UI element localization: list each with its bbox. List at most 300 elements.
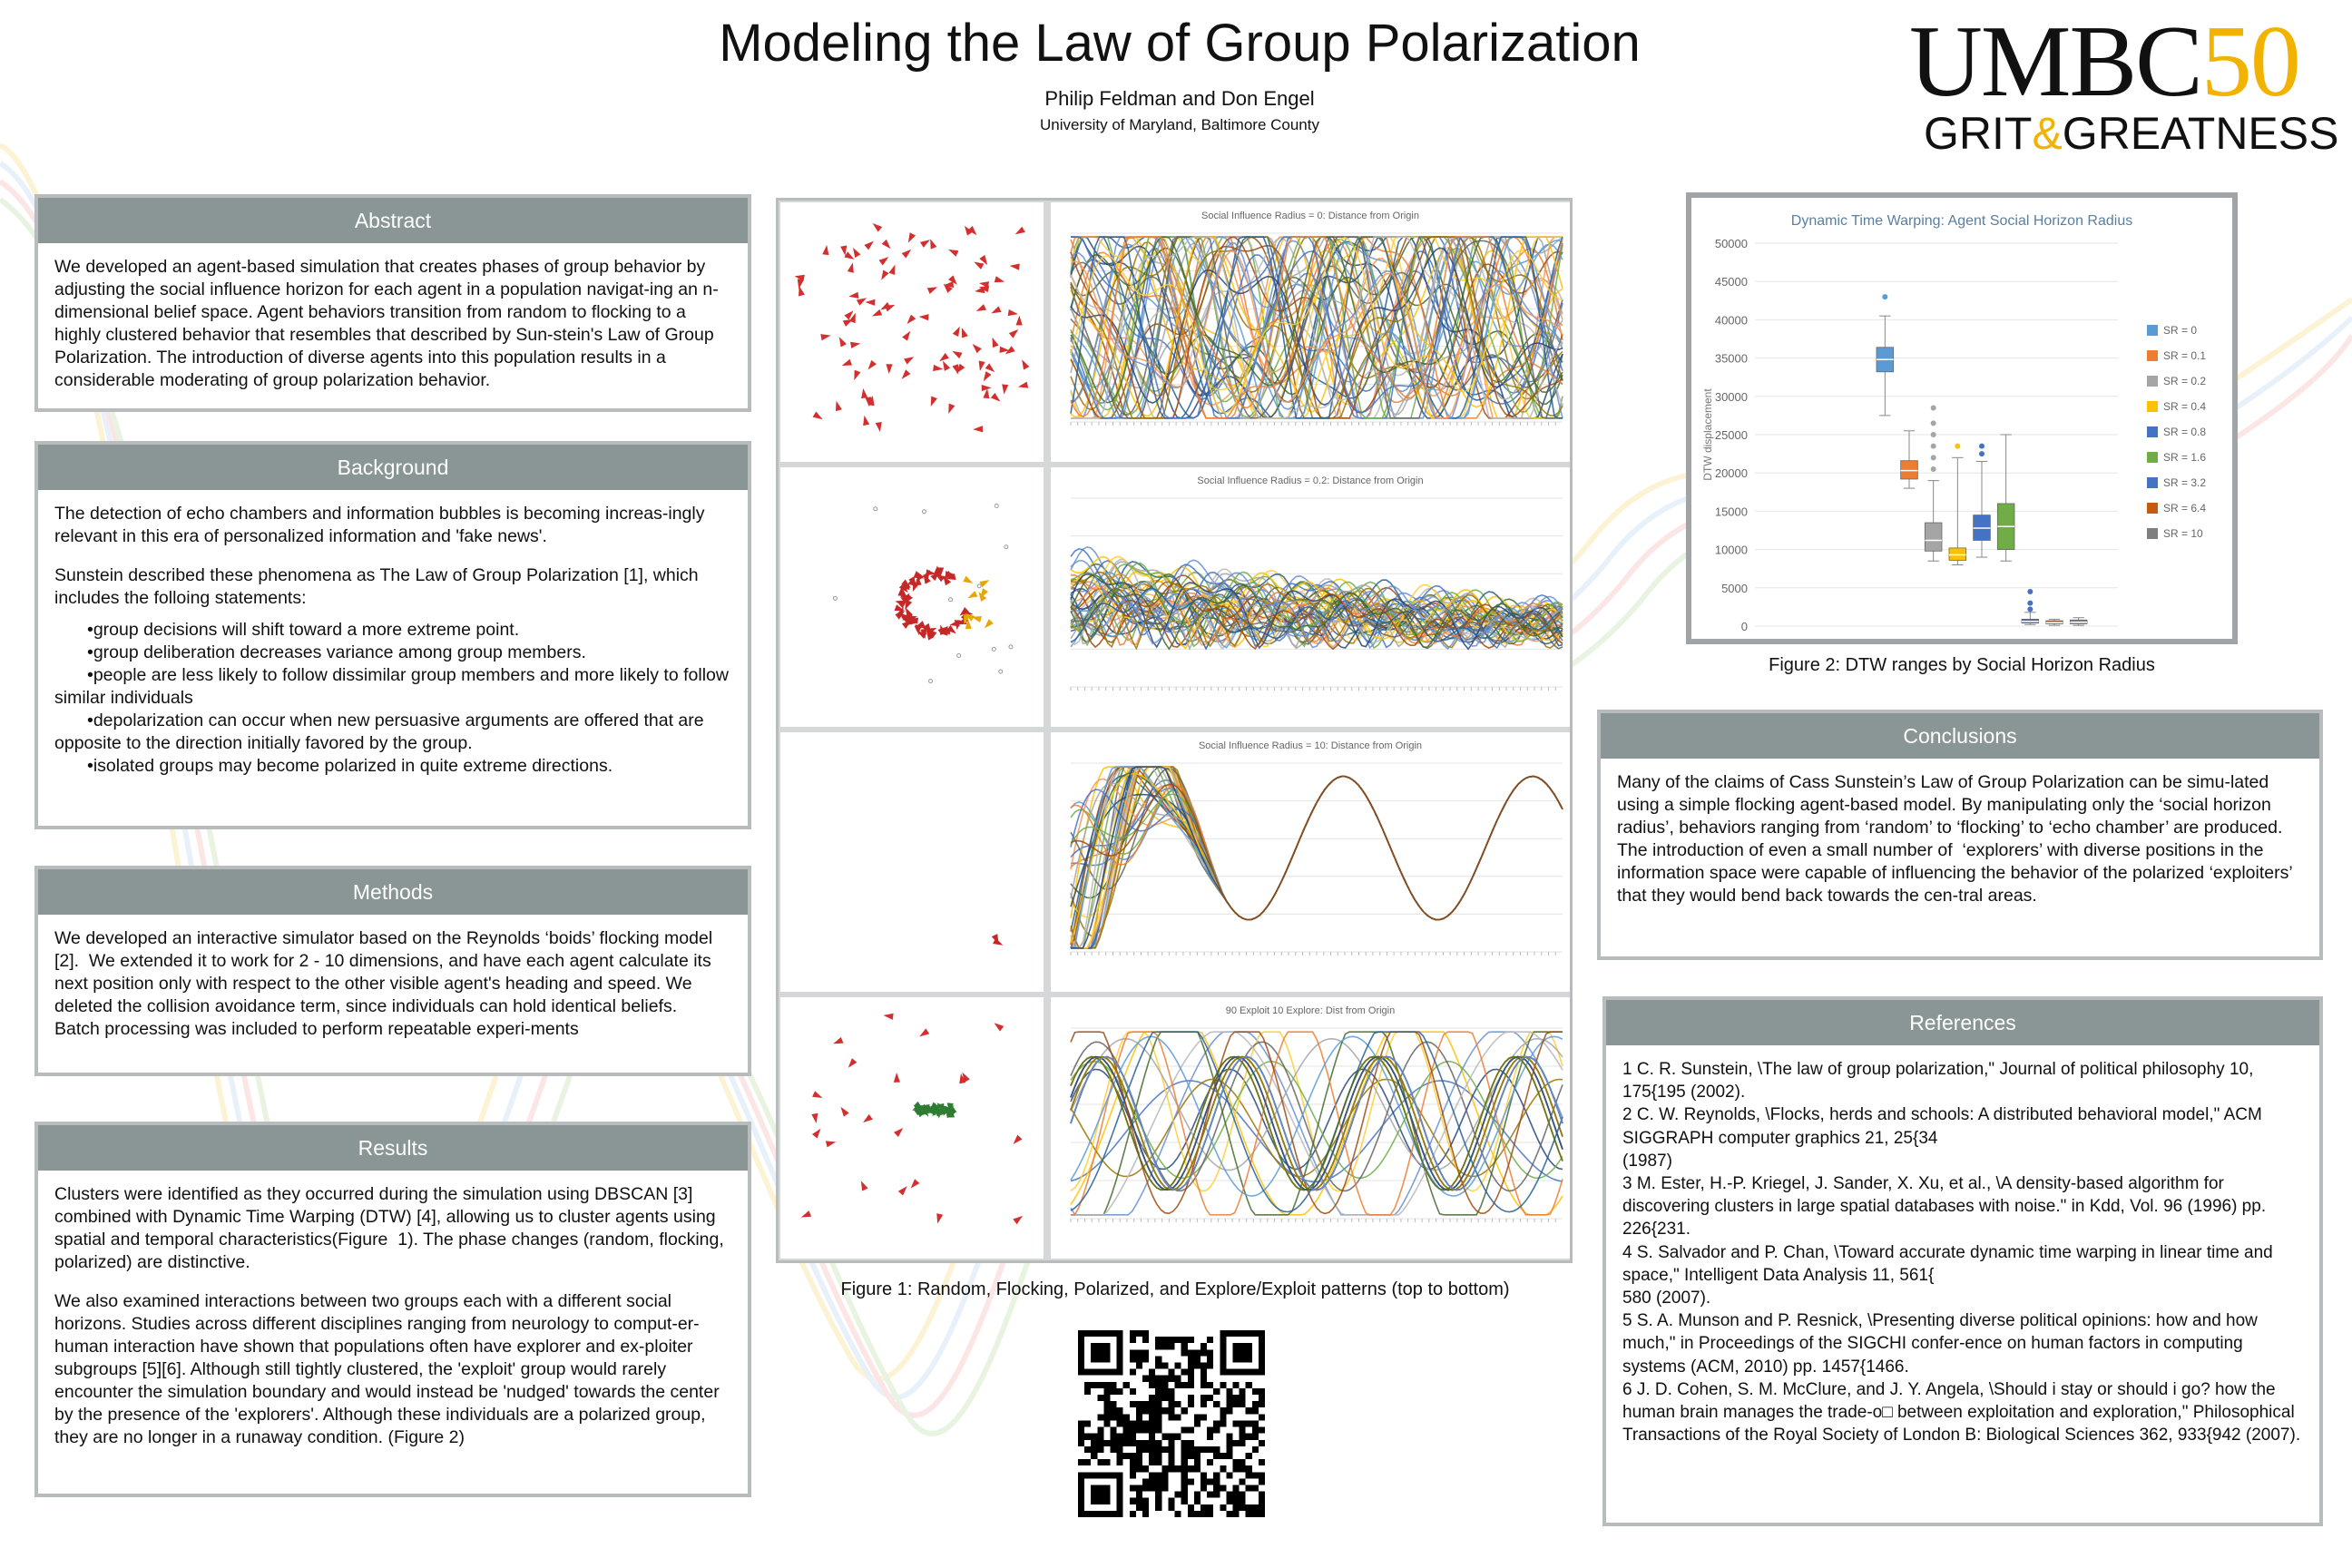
qr-module bbox=[1130, 1356, 1136, 1362]
qr-module bbox=[1252, 1511, 1259, 1517]
series-line bbox=[1071, 776, 1563, 932]
qr-module bbox=[1136, 1453, 1142, 1459]
qr-module bbox=[1194, 1420, 1200, 1426]
qr-module bbox=[1149, 1434, 1155, 1440]
agent-marker bbox=[1002, 384, 1008, 394]
qr-module bbox=[1240, 1478, 1246, 1485]
qr-module bbox=[1246, 1453, 1252, 1459]
qr-module bbox=[1084, 1420, 1091, 1426]
qr-module bbox=[1155, 1363, 1161, 1369]
qr-module bbox=[1078, 1459, 1084, 1465]
series-line bbox=[1071, 777, 1563, 920]
qr-module bbox=[1161, 1363, 1168, 1369]
qr-module bbox=[1220, 1504, 1226, 1511]
qr-module bbox=[1188, 1369, 1194, 1376]
qr-module bbox=[1103, 1407, 1110, 1414]
qr-module bbox=[1240, 1498, 1246, 1504]
qr-module bbox=[1168, 1407, 1174, 1414]
qr-code[interactable] bbox=[1078, 1330, 1265, 1517]
agent-marker bbox=[839, 337, 847, 347]
agent-marker bbox=[952, 364, 958, 374]
series-line bbox=[1071, 773, 1563, 943]
qr-module bbox=[1097, 1446, 1103, 1453]
agent-marker bbox=[1004, 545, 1008, 549]
qr-module bbox=[1259, 1395, 1265, 1401]
agent-marker bbox=[974, 262, 984, 270]
qr-module bbox=[1207, 1395, 1213, 1401]
reference-item: 1 C. R. Sunstein, \The law of group polarization," Journal of political philosophy 10, 175{195 (2002). bbox=[1622, 1060, 2254, 1102]
agent-marker bbox=[991, 393, 1001, 402]
legend-swatch bbox=[2147, 477, 2158, 488]
outlier-point bbox=[1955, 444, 1960, 449]
qr-module bbox=[1091, 1453, 1097, 1459]
qr-module bbox=[1097, 1414, 1103, 1420]
qr-module bbox=[1130, 1427, 1136, 1434]
series-line bbox=[1071, 777, 1563, 920]
qr-module bbox=[1188, 1440, 1194, 1446]
agent-marker bbox=[854, 370, 860, 380]
qr-module bbox=[1149, 1485, 1155, 1491]
agent-marker bbox=[857, 298, 867, 305]
agent-marker bbox=[848, 1058, 858, 1068]
background-panel bbox=[34, 441, 751, 829]
qr-module bbox=[1232, 1492, 1239, 1498]
agent-marker bbox=[927, 287, 937, 294]
qr-module bbox=[1200, 1511, 1207, 1517]
series-line bbox=[1071, 767, 1563, 936]
qr-module bbox=[1252, 1485, 1259, 1491]
qr-module bbox=[1161, 1478, 1168, 1485]
line-chart-title: Social Influence Radius = 0: Distance from Origin bbox=[1201, 211, 1419, 221]
results-p2: We also examined interactions between two groups each with a different social horizons. Studies across different disciplines ranging from neurology to comput-er-human interaction have shown that populations often have explorer and ex-ploiter subgroups [5][6]. Although still tightly clustered, the 'exploit' group would rarely encounter the simulation boundary and would instead be 'nudged' towards the center by the presence of the 'explorers'. Although these individuals are a polarized group, they are no longer in a runaway condition. (Figure 2) bbox=[54, 1291, 725, 1447]
legend-label: SR = 0.8 bbox=[2163, 426, 2207, 438]
qr-module bbox=[1111, 1388, 1117, 1395]
qr-module bbox=[1149, 1401, 1155, 1407]
qr-module bbox=[1213, 1446, 1220, 1453]
qr-module bbox=[1181, 1485, 1188, 1491]
qr-module bbox=[1246, 1511, 1252, 1517]
qr-module bbox=[1246, 1485, 1252, 1491]
agent-marker bbox=[919, 314, 929, 320]
qr-module bbox=[1091, 1446, 1097, 1453]
qr-module bbox=[1161, 1343, 1168, 1349]
agent-marker bbox=[904, 357, 914, 364]
y-axis-label: DTW displacement bbox=[1701, 388, 1714, 481]
qr-module bbox=[1117, 1414, 1123, 1420]
qr-module bbox=[1084, 1459, 1091, 1465]
qr-module bbox=[1226, 1440, 1232, 1446]
qr-module bbox=[1136, 1407, 1142, 1414]
qr-module bbox=[1207, 1427, 1213, 1434]
agent-marker bbox=[1010, 264, 1020, 270]
qr-module bbox=[1259, 1414, 1265, 1420]
legend-swatch bbox=[2147, 528, 2158, 539]
agent-marker bbox=[888, 265, 895, 275]
qr-module bbox=[1194, 1414, 1200, 1420]
qr-module bbox=[1252, 1407, 1259, 1414]
figure2-chart bbox=[1686, 192, 2238, 644]
qr-module bbox=[1155, 1382, 1161, 1388]
agent-marker bbox=[933, 365, 943, 371]
qr-module bbox=[1130, 1440, 1136, 1446]
outlier-point bbox=[1931, 405, 1936, 410]
qr-module bbox=[1168, 1459, 1174, 1465]
qr-module bbox=[1155, 1343, 1161, 1349]
qr-module bbox=[1117, 1453, 1123, 1459]
qr-module bbox=[1175, 1337, 1181, 1343]
references-heading: References bbox=[1606, 1000, 2319, 1045]
agent-marker bbox=[864, 241, 874, 250]
qr-module bbox=[1240, 1388, 1246, 1395]
qr-module bbox=[1181, 1407, 1188, 1414]
agent-marker bbox=[833, 1037, 843, 1044]
agent-marker bbox=[973, 426, 983, 432]
qr-module bbox=[1091, 1434, 1097, 1440]
qr-module bbox=[1149, 1376, 1155, 1382]
legend-swatch bbox=[2147, 426, 2158, 437]
qr-module bbox=[1240, 1459, 1246, 1465]
qr-module bbox=[1232, 1498, 1239, 1504]
agent-marker bbox=[879, 257, 889, 265]
qr-module bbox=[1252, 1427, 1259, 1434]
qr-module bbox=[1149, 1420, 1155, 1426]
dtw-boxplot bbox=[1691, 198, 2232, 639]
qr-module bbox=[1188, 1363, 1194, 1369]
results-panel bbox=[34, 1122, 751, 1497]
qr-module bbox=[1175, 1511, 1181, 1517]
qr-module bbox=[1232, 1440, 1239, 1446]
qr-module bbox=[1207, 1446, 1213, 1453]
qr-module bbox=[1232, 1485, 1239, 1491]
qr-module bbox=[1207, 1382, 1213, 1388]
qr-module bbox=[1103, 1401, 1110, 1407]
qr-module bbox=[1188, 1395, 1194, 1401]
qr-module bbox=[1181, 1465, 1188, 1472]
conclusions-text: Many of the claims of Cass Sunstein’s Law of Group Polarization can be simu-lated using a simple flocking agent-based model. By manipulating only the ‘social horizon radius’, behaviors ranging from ‘random’ to ‘flocking’ to ‘echo chamber’ are produced. The introduction of even a small number of ‘explorers’ with diverse positions in the information space were capable of influencing the behavior of the polarized ‘exploiters’ that they would bend back towards the cen-tral areas. bbox=[1617, 772, 2298, 906]
agent-marker bbox=[902, 331, 910, 341]
agent-marker bbox=[850, 342, 860, 348]
qr-module bbox=[1232, 1420, 1239, 1426]
outlier-point bbox=[2027, 601, 2033, 606]
qr-module bbox=[1200, 1446, 1207, 1453]
qr-module bbox=[1111, 1382, 1117, 1388]
qr-module bbox=[1149, 1414, 1155, 1420]
agent-marker bbox=[995, 504, 998, 507]
qr-module bbox=[1130, 1330, 1136, 1337]
qr-module bbox=[1232, 1395, 1239, 1401]
agent-marker bbox=[840, 1107, 848, 1117]
agent-marker bbox=[902, 250, 912, 259]
qr-module bbox=[1136, 1498, 1142, 1504]
qr-module bbox=[1123, 1382, 1130, 1388]
umbc50-logo bbox=[1906, 7, 2350, 162]
poster-title: Modeling the Law of Group Polarization bbox=[719, 14, 1641, 73]
y-tick-label: 0 bbox=[1740, 620, 1748, 633]
qr-module bbox=[1259, 1459, 1265, 1465]
qr-module bbox=[1103, 1388, 1110, 1395]
outlier-point bbox=[2027, 589, 2033, 594]
poster-affiliation: University of Maryland, Baltimore County bbox=[1039, 116, 1319, 133]
qr-module bbox=[1149, 1446, 1155, 1453]
agent-marker bbox=[1014, 1135, 1023, 1144]
agent-marker bbox=[863, 416, 869, 426]
agent-marker bbox=[963, 576, 973, 583]
qr-module bbox=[1097, 1440, 1103, 1446]
background-heading: Background bbox=[38, 445, 748, 490]
qr-module bbox=[1207, 1459, 1213, 1465]
agent-marker bbox=[881, 270, 888, 280]
legend-swatch bbox=[2147, 401, 2158, 412]
agent-marker bbox=[894, 1128, 903, 1137]
qr-module bbox=[1130, 1485, 1136, 1491]
reference-item: (1987) bbox=[1622, 1151, 1672, 1171]
qr-module bbox=[1207, 1337, 1213, 1343]
qr-module bbox=[1111, 1414, 1117, 1420]
qr-module bbox=[1200, 1504, 1207, 1511]
y-tick-label: 35000 bbox=[1714, 351, 1748, 366]
qr-module bbox=[1168, 1504, 1174, 1511]
qr-module bbox=[1226, 1472, 1232, 1478]
agent-marker bbox=[957, 653, 961, 657]
qr-module bbox=[1136, 1330, 1142, 1337]
agent-marker bbox=[898, 1186, 907, 1195]
qr-module bbox=[1123, 1414, 1130, 1420]
agent-marker bbox=[853, 248, 861, 258]
background-p1: The detection of echo chambers and information bubbles is becoming increas-ingly relevant in this era of personalized information and 'fake news'. bbox=[54, 504, 710, 546]
qr-module bbox=[1117, 1407, 1123, 1414]
qr-module bbox=[1181, 1349, 1188, 1356]
qr-module bbox=[1111, 1427, 1117, 1434]
background-bullet: • depolarization can occur when new persuasive arguments are offered that are opposite to the direction initially favored by the group. bbox=[54, 710, 731, 755]
qr-module bbox=[1181, 1492, 1188, 1498]
references-panel bbox=[1602, 996, 2323, 1526]
y-tick-label: 50000 bbox=[1714, 237, 1748, 250]
qr-module bbox=[1240, 1492, 1246, 1498]
qr-module bbox=[1155, 1427, 1161, 1434]
qr-module bbox=[1246, 1472, 1252, 1478]
qr-module bbox=[1136, 1363, 1142, 1369]
box bbox=[1925, 523, 1942, 551]
agent-marker bbox=[920, 240, 930, 248]
qr-module bbox=[1181, 1472, 1188, 1478]
agent-marker bbox=[894, 1073, 900, 1083]
qr-module bbox=[1130, 1472, 1136, 1478]
qr-module bbox=[1111, 1446, 1117, 1453]
qr-module bbox=[1207, 1478, 1213, 1485]
qr-module bbox=[1194, 1498, 1200, 1504]
qr-module bbox=[1111, 1434, 1117, 1440]
qr-module bbox=[1207, 1434, 1213, 1440]
box bbox=[1949, 548, 1966, 561]
legend-label: SR = 6.4 bbox=[2163, 502, 2207, 514]
qr-module bbox=[1252, 1401, 1259, 1407]
conclusions-heading: Conclusions bbox=[1601, 713, 2319, 759]
qr-module bbox=[1259, 1388, 1265, 1395]
qr-module bbox=[1117, 1446, 1123, 1453]
methods-text: We developed an interactive simulator based on the Reynolds ‘boids’ flocking model [2]. We extended it to work for 2 - 10 dimensions, and have each agent calculate its next position only with respect to the other visible agent's heading and speed. We deleted the collision avoidance term, since individuals can hold identical beliefs. Batch processing was included to perform repeatable experi-ments bbox=[54, 928, 718, 1039]
agent-marker bbox=[886, 364, 892, 374]
qr-module bbox=[1175, 1401, 1181, 1407]
qr-module bbox=[1175, 1465, 1181, 1472]
outlier-point bbox=[1931, 444, 1936, 449]
qr-module bbox=[1188, 1349, 1194, 1356]
qr-module bbox=[1207, 1504, 1213, 1511]
qr-module bbox=[1207, 1356, 1213, 1362]
qr-module bbox=[1200, 1376, 1207, 1382]
qr-module bbox=[1259, 1472, 1265, 1478]
qr-module bbox=[1111, 1440, 1117, 1446]
methods-heading: Methods bbox=[38, 869, 748, 915]
qr-module bbox=[1149, 1453, 1155, 1459]
agent-marker bbox=[826, 1141, 836, 1147]
qr-module bbox=[1220, 1420, 1226, 1426]
qr-module bbox=[1097, 1382, 1103, 1388]
qr-module bbox=[1155, 1420, 1161, 1426]
qr-module bbox=[1130, 1388, 1136, 1395]
scatter-random bbox=[780, 202, 1044, 462]
qr-finder bbox=[1091, 1485, 1110, 1504]
qr-module bbox=[1130, 1369, 1136, 1376]
qr-module bbox=[1142, 1356, 1149, 1362]
qr-module bbox=[1155, 1414, 1161, 1420]
reference-item: 2 C. W. Reynolds, \Flocks, herds and schools: A distributed behavioral model," ACM SIGGRAPH computer graphics 21, 25{34 bbox=[1622, 1105, 2262, 1148]
agent-marker bbox=[1009, 329, 1019, 338]
series-line bbox=[1071, 774, 1563, 944]
qr-module bbox=[1155, 1478, 1161, 1485]
methods-panel bbox=[34, 866, 751, 1076]
qr-module bbox=[1200, 1349, 1207, 1356]
figure1-caption: Figure 1: Random, Flocking, Polarized, and Explore/Exploit patterns (top to bottom) bbox=[840, 1279, 1510, 1299]
qr-module bbox=[1142, 1401, 1149, 1407]
qr-module bbox=[1252, 1446, 1259, 1453]
qr-module bbox=[1213, 1427, 1220, 1434]
background-bullet: • people are less likely to follow dissimilar group members and more likely to follow similar individuals bbox=[54, 664, 731, 710]
qr-module bbox=[1078, 1440, 1084, 1446]
agent-marker bbox=[840, 246, 847, 256]
legend-swatch bbox=[2147, 503, 2158, 514]
qr-module bbox=[1200, 1343, 1207, 1349]
qr-module bbox=[1078, 1420, 1084, 1426]
legend-label: SR = 3.2 bbox=[2163, 476, 2207, 489]
qr-module bbox=[1259, 1511, 1265, 1517]
qr-module bbox=[1213, 1420, 1220, 1426]
qr-module bbox=[1142, 1407, 1149, 1414]
qr-module bbox=[1232, 1504, 1239, 1511]
qr-module bbox=[1142, 1446, 1149, 1453]
qr-module bbox=[1097, 1427, 1103, 1434]
agent-marker bbox=[994, 1023, 1004, 1031]
qr-module bbox=[1188, 1356, 1194, 1362]
qr-module bbox=[1168, 1465, 1174, 1472]
series-line bbox=[1071, 769, 1563, 920]
qr-module bbox=[1226, 1407, 1232, 1414]
qr-module bbox=[1220, 1485, 1226, 1491]
qr-module bbox=[1161, 1485, 1168, 1491]
qr-module bbox=[1246, 1420, 1252, 1426]
agent-marker bbox=[843, 319, 853, 327]
agent-marker bbox=[861, 1181, 868, 1191]
qr-module bbox=[1213, 1472, 1220, 1478]
qr-module bbox=[1240, 1465, 1246, 1472]
series-line bbox=[1071, 777, 1563, 920]
qr-module bbox=[1188, 1511, 1194, 1517]
qr-module bbox=[1168, 1388, 1174, 1395]
qr-module bbox=[1213, 1453, 1220, 1459]
qr-module bbox=[1252, 1388, 1259, 1395]
reference-item: 3 M. Ester, H.-P. Kriegel, J. Sander, X. Xu, et al., \A density-based algorithm for discovering clusters in large spatial databases with noise." in Kdd, Vol. 96 (1996) pp. 226{231. bbox=[1622, 1174, 2267, 1240]
results-heading: Results bbox=[38, 1125, 748, 1171]
outlier-point bbox=[2027, 606, 2033, 612]
reference-item: 5 S. A. Munson and P. Resnick, \Presenting diverse political opinions: how and how much," in Proceedings of the SIGCHI confer-ence on human factors in computing systems (ACM, 2010) pp. 1457{1466. bbox=[1622, 1311, 2258, 1377]
qr-module bbox=[1200, 1414, 1207, 1420]
qr-module bbox=[1155, 1453, 1161, 1459]
agent-marker bbox=[919, 1028, 929, 1036]
qr-module bbox=[1213, 1388, 1220, 1395]
agent-marker bbox=[799, 286, 805, 296]
qr-module bbox=[1213, 1492, 1220, 1498]
scatter-flocking bbox=[780, 467, 1044, 727]
agent-marker bbox=[812, 1091, 822, 1098]
qr-module bbox=[1136, 1414, 1142, 1420]
qr-module bbox=[1103, 1440, 1110, 1446]
qr-module bbox=[1142, 1427, 1149, 1434]
reference-item: 580 (2007). bbox=[1622, 1289, 1711, 1308]
agent-marker bbox=[929, 680, 933, 683]
qr-module bbox=[1136, 1485, 1142, 1491]
qr-module bbox=[1200, 1395, 1207, 1401]
figure1-grid bbox=[776, 198, 1573, 1263]
y-tick-label: 20000 bbox=[1714, 466, 1748, 481]
qr-module bbox=[1168, 1434, 1174, 1440]
outlier-point bbox=[1931, 432, 1936, 437]
qr-module bbox=[1168, 1453, 1174, 1459]
y-tick-label: 15000 bbox=[1714, 505, 1748, 519]
agent-marker bbox=[973, 344, 982, 353]
legend-swatch bbox=[2147, 452, 2158, 463]
qr-module bbox=[1161, 1337, 1168, 1343]
qr-module bbox=[1142, 1465, 1149, 1472]
qr-module bbox=[1123, 1453, 1130, 1459]
qr-module bbox=[1142, 1498, 1149, 1504]
outlier-point bbox=[1979, 444, 1984, 449]
qr-module bbox=[1136, 1465, 1142, 1472]
qr-module bbox=[1181, 1478, 1188, 1485]
qr-module bbox=[1181, 1453, 1188, 1459]
agent-marker bbox=[1022, 359, 1029, 369]
qr-module bbox=[1207, 1511, 1213, 1517]
agent-marker bbox=[979, 361, 985, 371]
qr-module bbox=[1130, 1434, 1136, 1440]
logo-wordmark: UMBC50 bbox=[1909, 5, 2299, 118]
qr-module bbox=[1142, 1330, 1149, 1337]
series-line bbox=[1071, 777, 1563, 920]
qr-module bbox=[1188, 1376, 1194, 1382]
qr-module bbox=[1168, 1395, 1174, 1401]
agent-marker bbox=[977, 584, 981, 588]
agent-marker bbox=[801, 1210, 811, 1217]
agent-marker bbox=[820, 334, 830, 340]
outlier-point bbox=[1931, 420, 1936, 426]
qr-module bbox=[1149, 1459, 1155, 1465]
qr-module bbox=[1232, 1465, 1239, 1472]
y-tick-label: 40000 bbox=[1714, 313, 1748, 328]
qr-module bbox=[1188, 1504, 1194, 1511]
qr-module bbox=[1194, 1465, 1200, 1472]
qr-module bbox=[1168, 1343, 1174, 1349]
legend-label: SR = 10 bbox=[2163, 527, 2203, 540]
conclusions-panel bbox=[1597, 710, 2323, 960]
qr-module bbox=[1117, 1388, 1123, 1395]
